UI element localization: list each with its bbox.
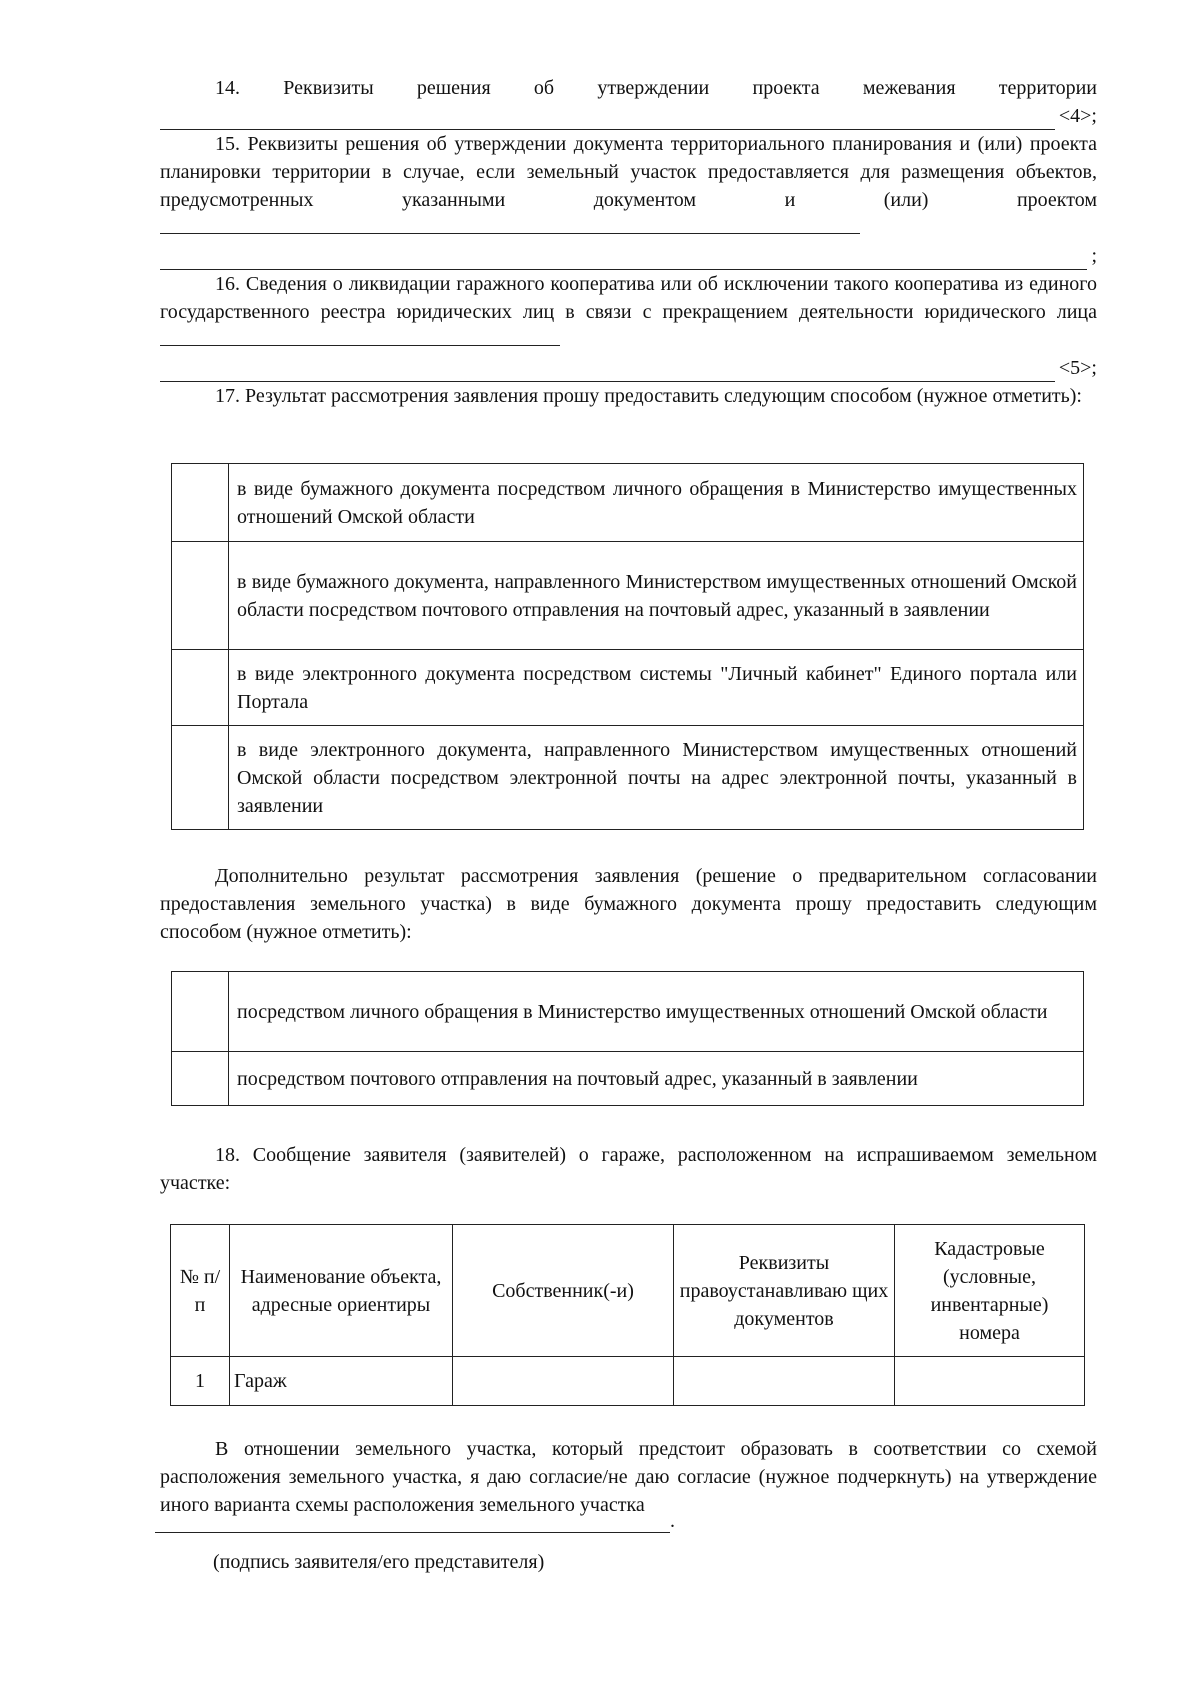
footnote-5: <5>; [1058,357,1097,379]
semicolon: ; [1091,245,1097,267]
item-18-text: 18. Сообщение заявителя (заявителей) о гараже, расположенном на испрашиваемом земельном участке: [160,1144,1097,1194]
consent-text: В отношении земельного участка, который предстоит образовать в соответствии со схемой расположения земельного участка, я даю согласие/не даю согласие (нужное подчеркнуть) на утверждение иного варианта схемы расположения земельного участка [160,1438,1097,1516]
option-label: посредством почтового отправления на почтовый адрес, указанный в заявлении [229,1052,1084,1106]
additional-text: Дополнительно результат рассмотрения заявления (решение о предварительном согласовании предоставления земельного участка) в виде бумажного документа прошу предоставить следующим способом (нужное отметить): [160,865,1097,943]
option-label: в виде бумажного документа, направленного Министерством имущественных отношений Омской области посредством почтового отправления на почтовый адрес, указанный в заявлении [229,542,1084,650]
footnote-4: <4>; [1058,105,1097,127]
cell-documents[interactable] [674,1357,895,1406]
col-cadastral: Кадастровые (условные, инвентарные) номера [895,1225,1085,1357]
option-row [172,542,1084,650]
option-checkbox[interactable] [172,972,229,1052]
cell-name[interactable]: Гараж [230,1357,453,1406]
item-16-fill-line[interactable] [160,327,560,346]
option-row [172,650,1084,726]
option-checkbox[interactable] [172,1052,229,1106]
col-owner: Собственник(-и) [453,1225,674,1357]
option-row [172,1052,1084,1106]
col-name: Наименование объекта, адресные ориентиры [230,1225,453,1357]
item-16-label: 16. Сведения о ликвидации гаражного кооператива или об исключении такого кооператива из единого государственного реестра юридических лиц в связи с прекращением деятельности юридического лица [160,273,1097,323]
header-row [171,1225,1085,1357]
item-14-text: 14. Реквизиты решения об утверждении проекта межевания территории [215,77,1097,99]
option-checkbox[interactable] [172,650,229,726]
option-checkbox[interactable] [172,726,229,830]
cell-number: 1 [171,1357,230,1406]
table-row [171,1357,1085,1406]
item-14-fill-line[interactable] [160,102,1097,130]
item-16-fill-line-2[interactable] [160,354,1097,382]
option-checkbox[interactable] [172,542,229,650]
option-label: в виде бумажного документа посредством личного обращения в Министерство имущественных отношений Омской области [229,464,1084,542]
period: . [670,1510,675,1532]
col-documents: Реквизиты правоустанавливаю щих документов [674,1225,895,1357]
garage-table [170,1224,1085,1406]
col-number: № п/п [171,1225,230,1357]
option-row [172,464,1084,542]
signature-line[interactable] [155,1510,675,1533]
item-17-text: 17. Результат рассмотрения заявления прошу предоставить следующим способом (нужное отметить): [215,385,1082,407]
item-15-fill-line-2[interactable] [160,242,1097,270]
option-checkbox[interactable] [172,464,229,542]
cell-cadastral[interactable] [895,1357,1085,1406]
option-label: в виде электронного документа посредством системы "Личный кабинет" Единого портала или Портала [229,650,1084,726]
option-row [172,726,1084,830]
item-16-text [160,270,1097,354]
option-label: посредством личного обращения в Министерство имущественных отношений Омской области [229,972,1084,1052]
result-method-table [171,463,1084,830]
item-15-fill-line[interactable] [160,215,860,234]
item-15-text [160,130,1097,242]
additional-method-table [171,971,1084,1106]
option-label: в виде электронного документа, направленного Министерством имущественных отношений Омской области посредством электронной почты на адрес электронной почты, указанный в заявлении [229,726,1084,830]
option-row [172,972,1084,1052]
cell-owner[interactable] [453,1357,674,1406]
item-15-label: 15. Реквизиты решения об утверждении документа территориального планирования и (или) проекта планировки территории в случае, если земельный участок предоставляется для размещения объектов, предусмотренных указанными документом и (или) проектом [160,133,1097,211]
signature-caption: (подпись заявителя/его представителя) [213,1551,545,1573]
